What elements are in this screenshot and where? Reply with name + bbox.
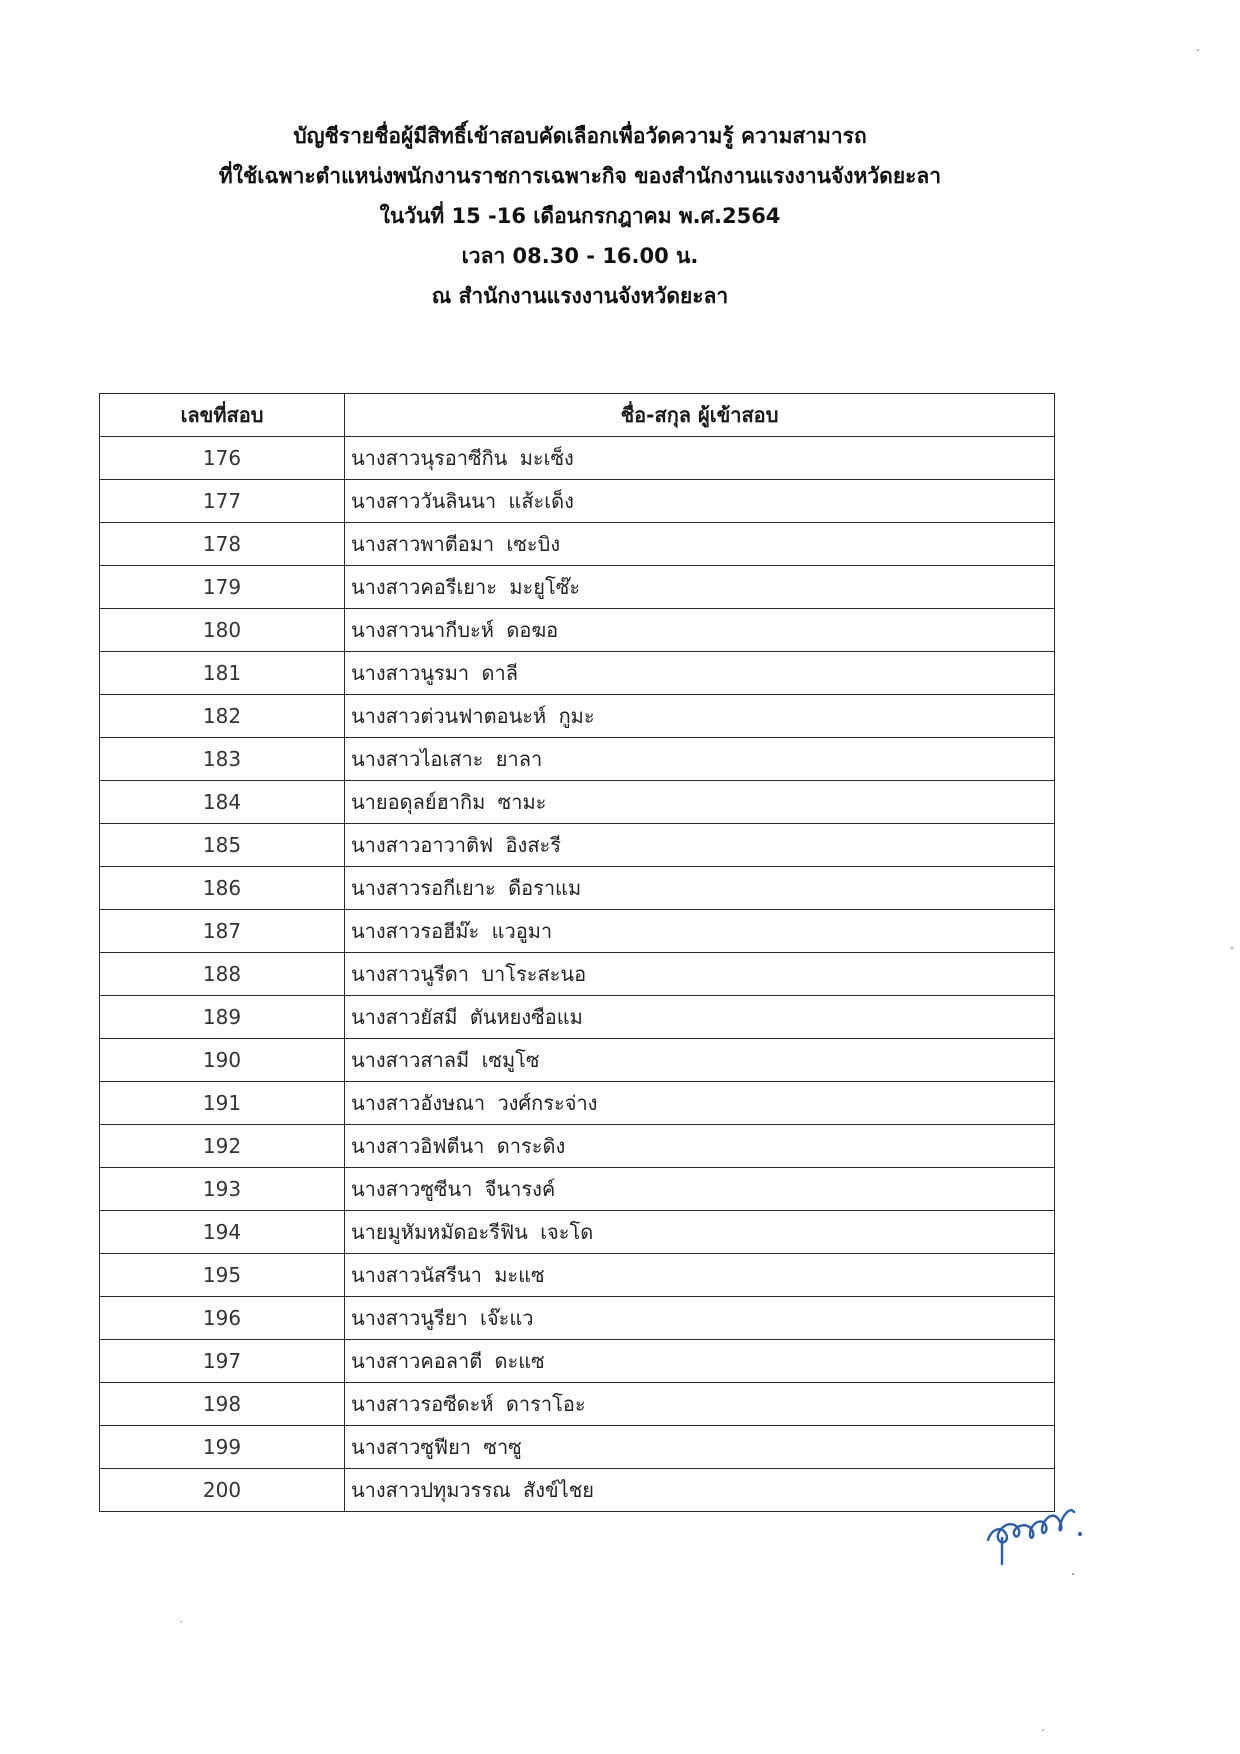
exam-number-cell: 187 (100, 910, 345, 953)
table-row (100, 781, 1055, 824)
exam-number-cell: 200 (100, 1469, 345, 1512)
candidate-name-cell: นางสาวนูรมา ดาลี (345, 652, 1055, 695)
exam-number-cell: 182 (100, 695, 345, 738)
exam-number-cell: 186 (100, 867, 345, 910)
table-row (100, 1039, 1055, 1082)
candidate-name-cell: นายอดุลย์ฮากิม ซามะ (345, 781, 1055, 824)
candidate-name-cell: นายมูหัมหมัดอะรีฟิน เจะโด (345, 1211, 1055, 1254)
candidate-name-cell: นางสาวคอลาตี ดะแซ (345, 1340, 1055, 1383)
candidate-name-cell: นางสาวนากีบะห์ ดอฆอ (345, 609, 1055, 652)
candidate-name-cell: นางสาวอาวาติฟ อิงสะรี (345, 824, 1055, 867)
title-line-1: บัญชีรายชื่อผู้มีสิทธิ์เข้าสอบคัดเลือกเพื่อวัดความรู้ ความสามารถ (293, 124, 867, 148)
exam-number-cell: 194 (100, 1211, 345, 1254)
table-row (100, 996, 1055, 1039)
candidate-name-cell: นางสาวซูซีนา จีนารงค์ (345, 1168, 1055, 1211)
table-row (100, 609, 1055, 652)
candidate-name-cell: นางสาวนูรียา เจ๊ะแว (345, 1297, 1055, 1340)
table-row (100, 867, 1055, 910)
candidate-name-cell: นางสาวนุรอาซีกิน มะเซ็ง (345, 437, 1055, 480)
table-row (100, 695, 1055, 738)
exam-number-cell: 188 (100, 953, 345, 996)
candidate-name-cell: นางสาวรอซีดะห์ ดาราโอะ (345, 1383, 1055, 1426)
title-date: ในวันที่ 15 -16 เดือนกรกฎาคม พ.ศ.2564 (379, 204, 781, 228)
exam-number-cell: 176 (100, 437, 345, 480)
exam-number-cell: 178 (100, 523, 345, 566)
candidate-name-cell: นางสาวรอกีเยาะ ดือราแม (345, 867, 1055, 910)
table-row (100, 738, 1055, 781)
table-row (100, 953, 1055, 996)
candidate-name-cell: นางสาวปทุมวรรณ สังข์ไชย (345, 1469, 1055, 1512)
exam-number-cell: 196 (100, 1297, 345, 1340)
exam-number-cell: 185 (100, 824, 345, 867)
title-time: เวลา 08.30 - 16.00 น. (461, 244, 699, 268)
table-row (100, 1168, 1055, 1211)
exam-number-cell: 180 (100, 609, 345, 652)
table-row (100, 1426, 1055, 1469)
table-row (100, 910, 1055, 953)
exam-number-cell: 181 (100, 652, 345, 695)
table-header-row (100, 394, 1055, 437)
exam-number-cell: 197 (100, 1340, 345, 1383)
candidate-name-cell: นางสาวต่วนฟาตอนะห์ กูมะ (345, 695, 1055, 738)
candidate-name-cell: นางสาวสาลมี เซมูโซ (345, 1039, 1055, 1082)
column-header-name: ชื่อ-สกุล ผู้เข้าสอบ (345, 394, 1055, 437)
candidate-name-cell: นางสาวรอฮีม๊ะ แวอูมา (345, 910, 1055, 953)
exam-number-cell: 179 (100, 566, 345, 609)
table-row (100, 480, 1055, 523)
table-row (100, 523, 1055, 566)
candidate-name-cell: นางสาวนูรีดา บาโระสะนอ (345, 953, 1055, 996)
table-body (100, 437, 1055, 1512)
table-row (100, 1297, 1055, 1340)
signature-mark (980, 1488, 1090, 1568)
candidate-name-cell: นางสาวพาตีอมา เซะบิง (345, 523, 1055, 566)
table-row (100, 824, 1055, 867)
exam-number-cell: 189 (100, 996, 345, 1039)
exam-number-cell: 190 (100, 1039, 345, 1082)
table-row (100, 1125, 1055, 1168)
candidate-name-cell: นางสาวยัสมี ตันหยงซือแม (345, 996, 1055, 1039)
candidate-name-cell: นางสาวไอเสาะ ยาลา (345, 738, 1055, 781)
candidate-name-cell: นางสาวอังษณา วงศ์กระจ่าง (345, 1082, 1055, 1125)
candidate-name-cell: นางสาววันลินนา แส้ะเด็ง (345, 480, 1055, 523)
table-row (100, 1211, 1055, 1254)
table-row (100, 1082, 1055, 1125)
exam-number-cell: 183 (100, 738, 345, 781)
candidate-name-cell: นางสาวนัสรีนา มะแซ (345, 1254, 1055, 1297)
exam-number-cell: 184 (100, 781, 345, 824)
table-row (100, 1383, 1055, 1426)
table-row (100, 437, 1055, 480)
exam-number-cell: 199 (100, 1426, 345, 1469)
table-row (100, 1340, 1055, 1383)
table-row (100, 652, 1055, 695)
document-header (0, 116, 1160, 316)
candidate-table (99, 393, 1055, 1512)
table-row (100, 1469, 1055, 1512)
title-line-2: ที่ใช้เฉพาะตำแหน่งพนักงานราชการเฉพาะกิจ ของสำนักงานแรงงานจังหวัดยะลา (218, 164, 942, 188)
exam-number-cell: 191 (100, 1082, 345, 1125)
candidate-name-cell: นางสาวคอรีเยาะ มะยูโซ๊ะ (345, 566, 1055, 609)
candidate-name-cell: นางสาวอิฟตีนา ดาระดิง (345, 1125, 1055, 1168)
table-row (100, 1254, 1055, 1297)
candidate-name-cell: นางสาวซูฟียา ซาซู (345, 1426, 1055, 1469)
exam-number-cell: 195 (100, 1254, 345, 1297)
exam-number-cell: 192 (100, 1125, 345, 1168)
table-row (100, 566, 1055, 609)
exam-number-cell: 193 (100, 1168, 345, 1211)
exam-number-cell: 177 (100, 480, 345, 523)
column-header-exam-no: เลขที่สอบ (100, 394, 345, 437)
title-location: ณ สำนักงานแรงงานจังหวัดยะลา (431, 284, 729, 308)
exam-number-cell: 198 (100, 1383, 345, 1426)
